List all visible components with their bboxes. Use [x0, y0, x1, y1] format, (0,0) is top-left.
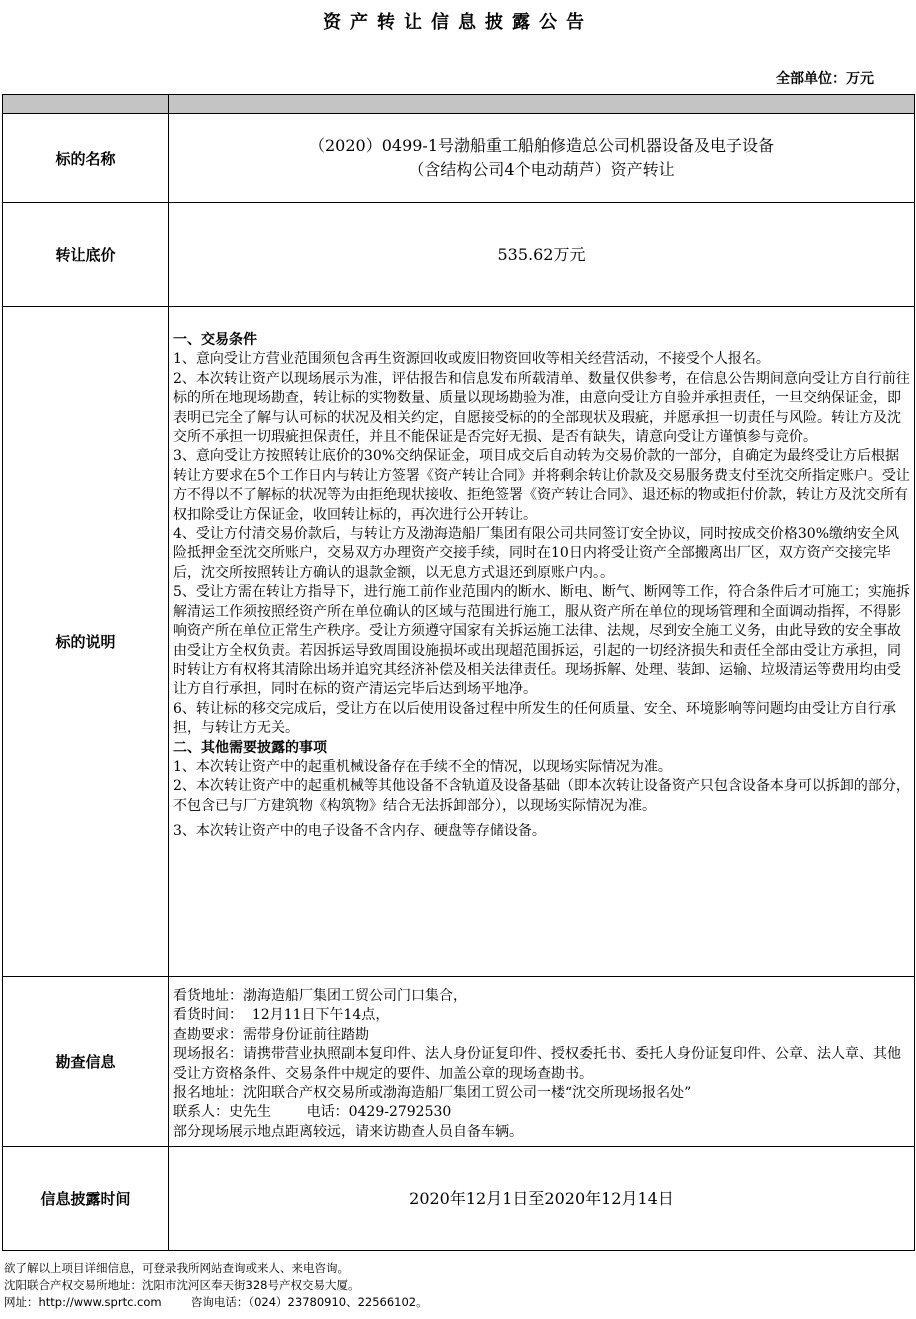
section-heading: 二、其他需要披露的事项 — [173, 739, 327, 756]
inspection-line: 部分现场展示地点距离较远，请来访勘查人员自备车辆。 — [173, 1123, 523, 1140]
row-description — [3, 307, 915, 977]
inspection-line: 查勘要求：需带身份证前往踏勘 — [173, 1026, 369, 1043]
header-row — [3, 95, 915, 114]
base-price-label: 转让底价 — [3, 203, 169, 307]
disclosure-time-value: 2020年12月1日至2020年12月14日 — [169, 1147, 915, 1251]
clause-paragraph: 3、本次转让资产中的电子设备不含内存、硬盘等存储设备。 — [173, 823, 546, 840]
subject-name-line1: （2020）0499-1号渤船重工船舶修造总公司机器设备及电子设备 — [308, 136, 775, 155]
row-base-price — [3, 203, 915, 307]
inspection-content — [169, 977, 915, 1147]
inspection-label: 勘查信息 — [3, 977, 169, 1147]
clause-paragraph: 2、本次转让资产以现场展示为准，评估报告和信息发布所载清单、数量仅供参考，在信息公告期间意向受让方自行前往标的所在地现场勘查，转让标的实物数量、质量以现场勘验为准，由意向受让方自验并承担责任，一旦交纳保证金，即表明已完全了解与认可标的状况及相关约定，自愿接受标的的全部现状及瑕疵，并愿承担一切责任与风险。转让方及沈交所不承担一切瑕疵担保责任，并且不能保证是否完好无损、是否有缺失，请意向受让方谨慎参与竞价。 — [173, 370, 910, 446]
disclosure-time-label: 信息披露时间 — [3, 1147, 169, 1251]
inspection-line: 联系人：史先生 电话：0429-2792530 — [173, 1104, 452, 1121]
footer-line: 网址：http://www.sprtc.com 咨询电话：（024）23780910、22566102。 — [4, 1295, 428, 1309]
subject-name-line2: （含结构公司4个电动葫芦）资产转让 — [408, 160, 675, 179]
row-subject-name — [3, 114, 915, 203]
inspection-line: 报名地址：沈阳联合产权交易所或渤海造船厂集团工贸公司一楼“沈交所现场报名处” — [173, 1085, 692, 1102]
inspection-line: 看货地址：渤海造船厂集团工贸公司门口集合， — [173, 988, 467, 1004]
row-disclosure-time — [3, 1147, 915, 1251]
footer-line: 沈阳联合产权交易所地址：沈阳市沈河区奉天街328号产权交易大厦。 — [4, 1278, 360, 1292]
header-cell-right — [169, 95, 915, 114]
clause-paragraph: 6、转让标的移交完成后，受让方在以后使用设备过程中所发生的任何质量、安全、环境影响等问题均由受让方自行承担，与转让方无关。 — [173, 700, 896, 737]
clause-paragraph: 4、受让方付清交易价款后，与转让方及渤海造船厂集团有限公司共同签订安全协议，同时按成交价格30%缴纳安全风险抵押金至沈交所账户，交易双方办理资产交接手续，同时在10日内将受让资产全部搬离出厂区，双方资产交接完毕后，沈交所按照转让方确认的退款金额，以无息方式退还到原账户内。。 — [173, 526, 900, 581]
clause-paragraph: 3、意向受让方按照转让底价的30%交纳保证金，项目成交后自动转为交易价款的一部分，自确定为最终受让方后根据转让方要求在5个工作日内与转让方签署《资产转让合同》并将剩余转让价款及交易服务费支付至沈交所指定账户。受让方不得以不了解标的状况等为由拒绝现状接收、拒绝签署《资产转让合同》、退还标的物或拒付价款，转让方及沈交所有权扣除受让方保证金，收回转让标的，再次进行公开转让。 — [173, 448, 910, 523]
unit-label: 全部单位：万元 — [776, 71, 874, 87]
section-heading: 一、交易条件 — [173, 332, 257, 348]
row-inspection — [3, 977, 915, 1147]
info-table — [2, 94, 915, 1251]
clause-paragraph: 1、意向受让方营业范围须包含再生资源回收或废旧物资回收等相关经营活动，不接受个人报名。 — [173, 351, 770, 368]
footer-line: 欲了解以上项目详细信息，可登录我所网站查询或来人、来电咨询。 — [4, 1261, 349, 1275]
subject-name-label: 标的名称 — [3, 114, 169, 203]
header-cell-left — [3, 95, 169, 114]
base-price-value: 535.62万元 — [169, 203, 915, 307]
inspection-line: 现场报名：请携带营业执照副本复印件、法人身份证复印件、授权委托书、委托人身份证复印件、公章、法人章、其他受让方资格条件、交易条件中规定的要件、加盖公章的现场查勘书。 — [173, 1046, 901, 1082]
page-title: 资产转让信息披露公告 — [323, 12, 593, 33]
subject-name-value — [169, 114, 915, 203]
description-label: 标的说明 — [3, 307, 169, 977]
description-content — [169, 307, 915, 977]
clause-paragraph: 1、本次转让资产中的起重机械设备存在手续不全的情况，以现场实际情况为准。 — [173, 758, 672, 775]
footer — [4, 1260, 428, 1311]
clause-paragraph: 2、本次转让资产中的起重机械等其他设备不含轨道及设备基础（即本次转让设备资产只包含设备本身可以拆卸的部分，不包含已与厂方建筑物《构筑物》结合无法拆卸部分），以现场实际情况为准。 — [173, 778, 910, 814]
inspection-line: 看货时间： 12月11日下午14点， — [173, 1007, 390, 1024]
clause-paragraph: 5、受让方需在转让方指导下，进行施工前作业范围内的断水、断电、断气、断网等工作，符合条件后才可施工；实施拆解清运工作须按照经资产所在单位确认的区域与范围进行施工，服从资产所在单位的现场管理和全面调动指挥，不得影响资产所在单位正常生产秩序。受让方须遵守国家有关拆运施工法律、法规，尽到安全施工义务，由此导致的安全事故由受让方全权负责。若因拆运导致周围设施损坏或出现超范围拆运，引起的一切经济损失和责任全部由受让方承担，同时转让方有权将其清除出场并追究其经济补偿及相关法律责任。现场拆解、处理、装卸、运输、垃圾清运等费用均由受让方自行承担，同时在标的资产清运完毕后达到场平地净。 — [173, 584, 910, 698]
